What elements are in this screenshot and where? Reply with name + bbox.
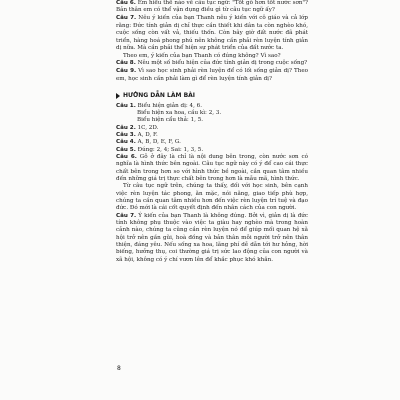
triangle-bullet-icon <box>116 93 120 99</box>
question-label: Câu 7. <box>116 15 137 22</box>
answer-list <box>116 103 308 154</box>
question-list <box>116 0 308 83</box>
question-text: Em hiểu thế nào về câu tục ngữ: "Tốt gỗ hơn tốt nước sơn"? Bản thân em có thể vận dụng điều gì từ câu tục ngữ ấy? <box>116 0 308 14</box>
question-text: Nêu một số biểu hiện của đức tính giản dị trong cuộc sống? <box>137 60 308 67</box>
question-label: Câu 9. <box>116 68 137 75</box>
answer-cau7 <box>116 213 308 264</box>
answer-label: Câu 6. <box>116 153 137 160</box>
page-content <box>116 0 308 264</box>
answer-line-text: Biểu hiện xa hoa, cầu kì: 2, 3. <box>137 109 222 116</box>
answer-item <box>116 139 308 146</box>
question-text: Theo em, ý kiến của bạn Thanh có đúng không? Vì sao? <box>123 53 281 59</box>
question-item <box>116 0 308 15</box>
answer-line-text: 1C, 2D. <box>137 124 159 131</box>
answer-item <box>116 147 308 154</box>
question-label: Câu 6. <box>116 0 136 6</box>
question-text: Nêu ý kiến của bạn Thanh nêu ý kiến với cô giáo và cả lớp rằng: Đức tính giản dị chỉ thực cần thiết khi dân ta còn nghèo khó, cuộc sống còn vất vả, thiếu thốn. Còn bây giờ đất nước đã phát triển, hàng hoá phong phú nên không cần phải rèn luyện tính giản dị nữa. Mà cần phải thể hiện sự phát triển của đất nước ta. <box>116 15 309 51</box>
answer-cau6-paragraph2: Từ câu tục ngữ trên, chúng ta thấy, đối với học sinh, bên cạnh việc rèn luyện tác phong, ăn mặc, nói năng, giao tiếp phù hợp, chúng ta cần quan tâm nhiều hơn đến việc rèn luyện trí tuệ và đạo đức. Đó mới là cái cốt quyết định đến nhân cách của con người. <box>116 183 308 212</box>
answer-label: Câu 5. <box>116 146 136 153</box>
answer-label: Câu 2. <box>116 124 136 131</box>
question-item <box>116 15 308 52</box>
question-item <box>116 68 308 83</box>
answer-line-text: Đúng: 2, 4; Sai: 1, 3, 5. <box>137 146 204 153</box>
section-heading <box>116 92 308 99</box>
answer-label: Câu 3. <box>116 131 136 138</box>
answer-line-text: Biểu hiện giản dị: 4, 6. <box>137 102 202 109</box>
answer-label: Câu 1. <box>116 102 136 109</box>
answer-label: Câu 7. <box>116 212 137 219</box>
answer-text: Ý kiến của bạn Thanh là không đúng. Bởi vì, giản dị là đức tính không phụ thuộc vào việc ta giàu hay nghèo mà trong hoàn cảnh nào, chúng ta cũng cần rèn luyện nó để giúp mối quan hệ xã hội trở nên gần gũi, hoà đồng và bản thân mỗi người trở nên thân thiện, đáng yêu. Nếu sống xa hoa, lãng phí dễ dẫn tới hư hỏng, hời biếng, hưởng thụ, coi thường giá trị sức lao động của con người và xã hội, không có ý chí vươn lên để khắc phục khó khăn. <box>116 212 309 263</box>
answer-subline <box>116 117 308 124</box>
answer-label: Câu 4. <box>116 139 136 146</box>
answer-item <box>116 125 308 132</box>
question-label: Câu 8. <box>116 60 136 67</box>
answer-line-text: Biểu hiện cẩu thả: 1, 5. <box>137 117 204 124</box>
page-number: 8 <box>117 365 121 372</box>
answer-item <box>116 103 308 110</box>
answer-cau6 <box>116 154 308 183</box>
answer-line-text: A, B, D, E, F, G. <box>137 139 181 146</box>
answer-line-text: A, D, F. <box>137 131 158 138</box>
answer-text: Gỗ ở đây là chỉ là nội dung bên trong, còn nước sơn có nghĩa là hình thức bên ngoài. Câu tục ngữ này có ý để cao cái thực chất bên trong hơn so với hình thức bề ngoài, cần quan tâm nhiều đến những giá trị thực chất bên trong hơn là mẫu mã, hình thức. <box>116 153 308 182</box>
question-item <box>116 60 308 67</box>
question-text: Vì sao học sinh phải rèn luyện để có lối sống giản dị? Theo em, học sinh cần phải làm gì để rèn luyện tính giản dị? <box>116 68 309 82</box>
section-title: HƯỚNG DẪN LÀM BÀI <box>123 92 196 100</box>
